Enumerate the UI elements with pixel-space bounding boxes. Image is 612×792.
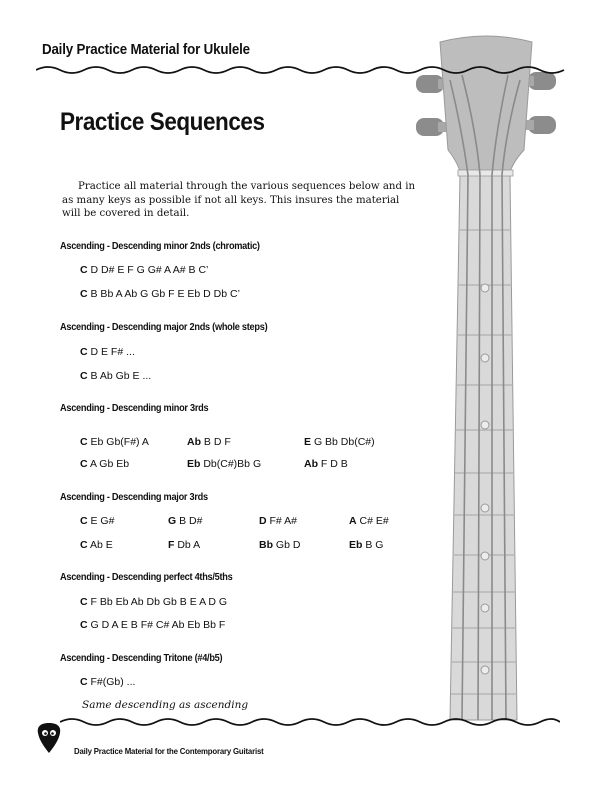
notes: Eb Gb(F#) A [90, 436, 149, 448]
key-label: D [259, 515, 267, 527]
notes: B G [365, 539, 384, 551]
key-label: Eb [349, 539, 363, 551]
key-label: C [80, 596, 88, 608]
key-label: C [80, 346, 88, 358]
notes: Db A [177, 539, 201, 551]
key-label: E [304, 436, 312, 448]
notes: F D B [320, 458, 348, 470]
sequence-cell [80, 515, 114, 527]
sequence-cell [168, 515, 202, 527]
notes: Db(C#)Bb G [203, 458, 262, 470]
key-label: G [168, 515, 177, 527]
section-heading: Ascending - Descending major 3rds [60, 492, 208, 503]
sequence-cell [187, 436, 231, 448]
notes: C# E# [359, 515, 389, 527]
key-label: F [168, 539, 175, 551]
sequence-cell [259, 539, 300, 551]
notes: F Bb Eb Ab Db Gb B E A D G [90, 596, 228, 608]
sequence-line [80, 619, 225, 631]
footer-text: Daily Practice Material for the Contemporary Guitarist [74, 746, 264, 756]
key-label: C [80, 370, 88, 382]
notes: F# A# [269, 515, 297, 527]
key-label: C [80, 676, 88, 688]
sequence-cell [80, 436, 149, 448]
notes: Ab E [89, 539, 113, 551]
key-label: C [80, 436, 88, 448]
notes: E G# [90, 515, 115, 527]
sequence-line [80, 346, 135, 358]
sequence-line [80, 264, 208, 276]
key-label: C [80, 288, 88, 300]
section-heading: Ascending - Descending minor 3rds [60, 403, 209, 414]
sequence-cell [304, 436, 375, 448]
section-heading: Ascending - Descending major 2nds (whole steps) [60, 322, 268, 333]
section-heading: Ascending - Descending perfect 4ths/5ths [60, 572, 233, 583]
sequence-cell [80, 539, 113, 551]
sequence-line [80, 370, 151, 382]
notes: A Gb Eb [89, 458, 130, 470]
headstock [440, 36, 532, 180]
notes: G D A E B F# C# Ab Eb Bb F [90, 619, 226, 631]
notes: Gb D [275, 539, 301, 551]
notes: B Bb A Ab G Gb F E Eb D Db C’ [90, 288, 240, 300]
notes: G Bb Db(C#) [313, 436, 375, 448]
page-title: Practice Sequences [60, 108, 265, 136]
key-label: A [349, 515, 357, 527]
notes: B D# [179, 515, 203, 527]
key-label: C [80, 619, 88, 631]
sequence-cell [304, 458, 348, 470]
key-label: C [80, 264, 88, 276]
key-label: Ab [304, 458, 318, 470]
notes: B D F [203, 436, 231, 448]
sequence-cell [259, 515, 297, 527]
sequence-cell [349, 515, 389, 527]
section-heading: Ascending - Descending Tritone (#4/b5) [60, 653, 223, 664]
section-heading: Ascending - Descending minor 2nds (chromatic) [60, 241, 260, 252]
sequence-cell [168, 539, 200, 551]
notes: F#(Gb) ... [90, 676, 136, 688]
section-note: Same descending as ascending [82, 699, 249, 711]
sequence-cell [349, 539, 383, 551]
key-label: Bb [259, 539, 273, 551]
sequence-line [80, 288, 240, 300]
ukulele-neck-illustration [400, 30, 575, 730]
key-label: C [80, 539, 88, 551]
intro-paragraph: Practice all material through the various sequences below and in as many keys as possible if not all keys. This insures the material will be covered in detail. [62, 181, 416, 219]
sequence-cell [187, 458, 261, 470]
sequence-line [80, 596, 227, 608]
fretboard [450, 175, 517, 720]
header-title: Daily Practice Material for Ukulele [42, 42, 250, 58]
notes: D D# E F G G# A A# B C’ [90, 264, 209, 276]
notes: B Ab Gb E ... [90, 370, 152, 382]
header-wave-divider [36, 62, 566, 78]
sequence-line [80, 676, 135, 688]
key-label: C [80, 515, 88, 527]
key-label: Eb [187, 458, 201, 470]
key-label: C [80, 458, 88, 470]
key-label: Ab [187, 436, 201, 448]
notes: D E F# ... [90, 346, 135, 358]
guitar-pick-logo-icon [36, 722, 62, 754]
sequence-cell [80, 458, 129, 470]
footer-wave-divider [60, 714, 560, 730]
